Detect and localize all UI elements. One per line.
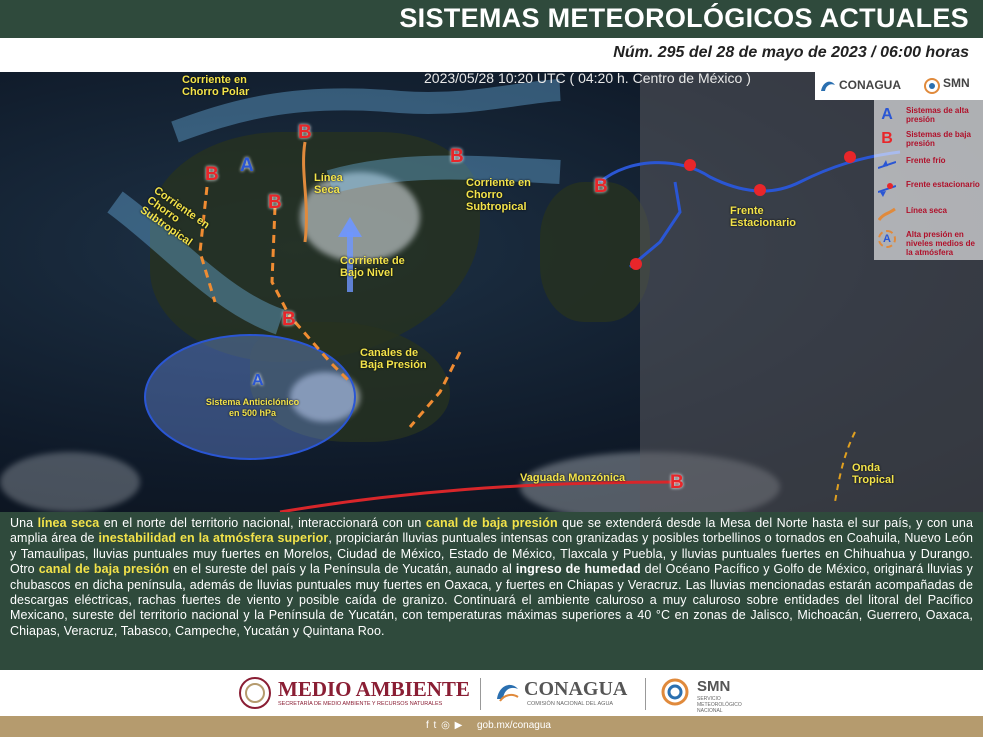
legend-item-upper-high	[874, 228, 983, 257]
low-pressure-icon: B	[881, 130, 893, 147]
label-monsoon-trough: Vaguada Monzónica	[520, 472, 626, 484]
issue-number: Núm. 295 del 28 de mayo de 2023 / 06:00 horas	[613, 44, 969, 61]
low-pressure-marker: B	[205, 164, 219, 185]
monsoon-trough	[280, 482, 680, 512]
legend-label: Línea seca	[906, 206, 947, 215]
divider	[645, 678, 646, 710]
conagua-logo-icon	[819, 77, 837, 95]
highlight-dry-line: línea seca	[37, 516, 100, 530]
agency-logos	[815, 72, 983, 100]
low-pressure-marker: B	[298, 122, 312, 143]
text-segment: , propiciarán lluvias puntuales intensas con granizadas y posibles torbellinos o tornados en Coahuila, Nuevo León y Tamaulipas, lluvias puntuales muy fuertes en Morelos, Ciudad de México, Estado de México, Tlaxcala y Puebla, y lluvias puntuales fuertes en Chihuahua y Durango. Otro	[10, 531, 974, 577]
low-pressure-marker: B	[594, 176, 608, 197]
conagua-logo-text: CONAGUA	[839, 78, 901, 92]
conagua-logo-icon	[494, 679, 520, 705]
label-tropical-wave: Onda Tropical	[852, 462, 895, 486]
legend-item-high	[874, 104, 983, 126]
dry-line	[304, 142, 307, 242]
label-polar-jet: Corriente en Chorro Polar	[182, 74, 250, 98]
legend-item-stationary-front	[874, 178, 983, 200]
highlight-upper-instability: inestabilidad en la atmósfera superior	[98, 531, 329, 546]
text-segment: en el norte del territorio nacional, interaccionará con un	[99, 516, 426, 530]
legend-item-low	[874, 128, 983, 150]
high-pressure-icon: A	[881, 106, 893, 123]
forecast-paragraph	[0, 512, 983, 639]
legend-label: Sistemas de baja presión	[906, 130, 971, 148]
low-pressure-marker: B	[282, 309, 296, 330]
label-anticyclone: Sistema Anticiclónico en 500 hPa	[205, 397, 300, 418]
satellite-timestamp: 2023/05/28 10:20 UTC ( 04:20 h. Centro de México )	[424, 72, 751, 86]
legend-item-cold-front	[874, 154, 983, 176]
smn-logo-icon	[923, 77, 941, 95]
front-marker	[684, 159, 696, 171]
map-legend	[874, 100, 983, 260]
map-overlay	[0, 72, 983, 512]
conagua-subtitle: COMISIÓN NACIONAL DEL AGUA	[527, 701, 614, 707]
cold-front	[630, 182, 680, 267]
low-pressure-marker: B	[450, 146, 464, 167]
medio-ambiente-subtitle: SECRETARÍA DE MEDIO AMBIENTE Y RECURSOS NATURALES	[278, 701, 443, 707]
smn-subtitle: SERVICIO METEOROLÓGICO NACIONAL	[697, 696, 742, 714]
bottom-bar	[0, 716, 983, 737]
medio-ambiente-logo-text: MEDIO AMBIENTE	[278, 677, 470, 701]
high-pressure-marker: A	[240, 155, 254, 176]
high-pressure-marker: A	[252, 372, 264, 389]
low-pressure-marker: B	[670, 472, 684, 493]
mexico-seal-icon	[238, 676, 272, 710]
label-low-pressure-channels: Canales de Baja Presión	[360, 347, 427, 371]
satellite-map	[0, 72, 983, 512]
legend-label: Frente frío	[906, 156, 946, 165]
stationary-front-icon	[878, 180, 896, 198]
legend-label: Sistemas de alta presión	[906, 106, 969, 124]
front-marker	[754, 184, 766, 196]
upper-high-icon: A	[878, 230, 896, 248]
highlight-moisture-inflow: ingreso de humedad	[515, 562, 641, 577]
smn-logo-text: SMN	[943, 76, 970, 90]
text-segment: que se extenderá desde la Mesa del Norte hasta el sur país, y con una amplia área de	[10, 516, 973, 546]
legend-item-dry-line	[874, 204, 983, 226]
issue-bar	[0, 38, 983, 72]
legend-label: Alta presión en niveles medios de la atmósfera	[906, 230, 975, 257]
smn-logo-icon	[660, 677, 690, 707]
header-bar	[0, 0, 983, 38]
text-segment: del Océano Pacífico y Golfo de México, originará lluvias y chubascos en dicha península, además de lluvias puntuales muy fuertes en Oaxaca, y fuertes en Chiapas y Veracruz. Las lluvias mencionadas estarán acompañadas de descargas eléctricas, rachas fuertes de viento y posible caída de granizo. Continuará el ambiente caluroso a muy caluroso sobre entidades del litoral del Pacífico Mexicano, sureste del territorio nacional y la Península de Yucatán, con temperaturas máximas superiores a 40 °C en zonas de Jalisco, Michoacán, Guerrero, Oaxaca, Chiapas, Veracruz, Tabasco, Campeche, Yucatán y Quintana Roo.	[10, 562, 973, 638]
low-pressure-marker: B	[268, 192, 282, 213]
text-segment: en el sureste del país y la Península de Yucatán, aunado al	[169, 562, 516, 577]
dry-line-icon	[878, 206, 896, 224]
front-marker	[844, 151, 856, 163]
highlight-low-pressure-channel: canal de baja presión	[38, 562, 170, 577]
social-media-icons[interactable]: f t ◎ ▶	[426, 720, 464, 731]
trough-line	[272, 207, 290, 317]
label-subtropical-jet-east: Corriente en Chorro Subtropical	[466, 177, 531, 213]
cold-front-icon	[878, 156, 896, 174]
legend-label: Frente estacionario	[906, 180, 980, 189]
label-dry-line: Línea Seca	[314, 172, 343, 196]
label-stationary-front: Frente Estacionario	[730, 205, 797, 229]
page-title: SISTEMAS METEOROLÓGICOS ACTUALES	[399, 3, 969, 33]
label-low-level-jet: Corriente de Bajo Nivel	[340, 255, 405, 279]
forecast-description	[0, 512, 983, 670]
highlight-low-pressure-channel: canal de baja presión	[425, 516, 558, 530]
label-subtropical-jet-west: Corriente en Chorro Subtropical	[137, 184, 212, 249]
footer-logos	[0, 670, 983, 716]
website-link[interactable]: gob.mx/conagua	[477, 720, 551, 731]
text-segment: Una	[10, 516, 38, 530]
front-marker	[630, 258, 642, 270]
low-level-jet-arrow	[338, 217, 362, 237]
conagua-footer-text: CONAGUA	[524, 678, 628, 700]
divider	[480, 678, 481, 710]
smn-footer-text: SMN	[697, 678, 731, 695]
